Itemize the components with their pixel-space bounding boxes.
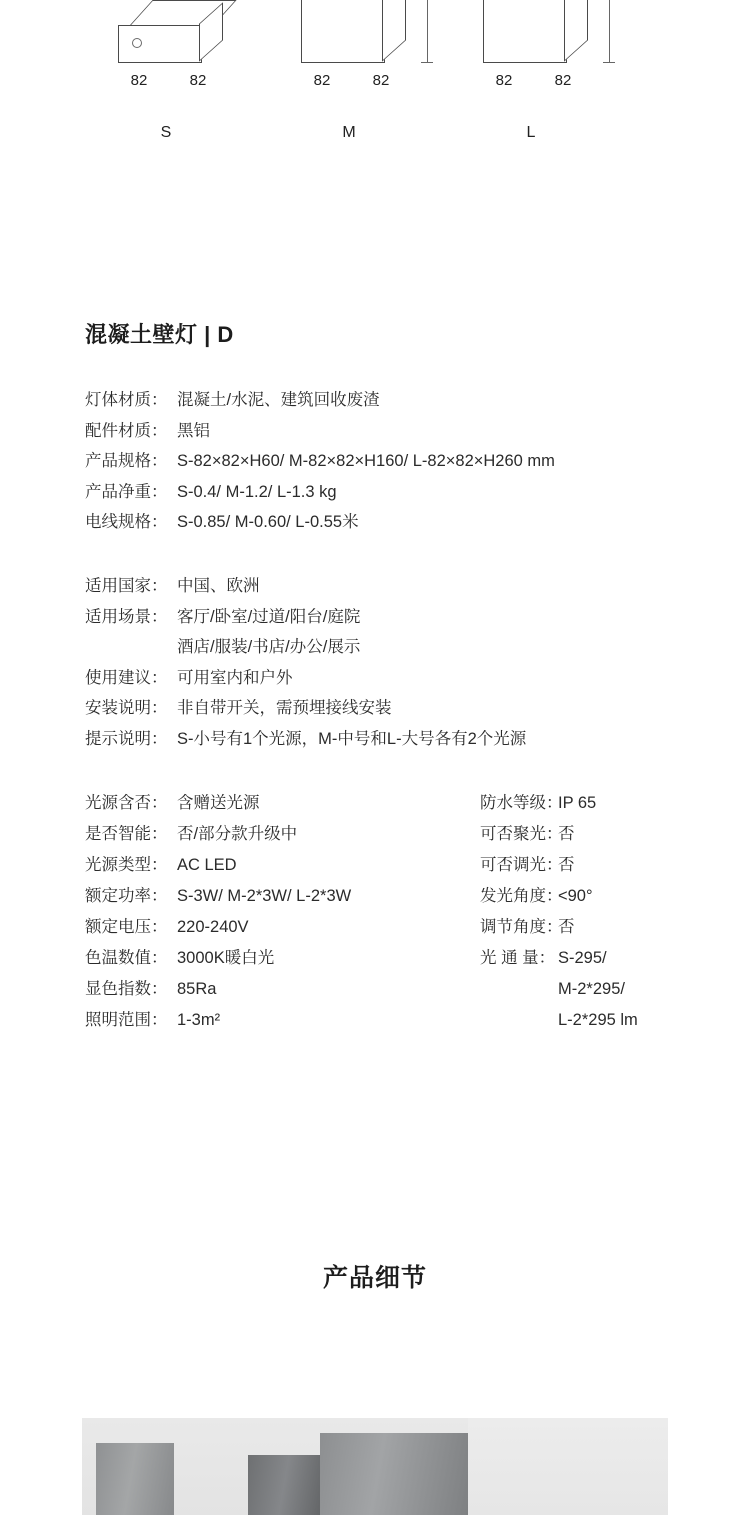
height-guide-l [609, 0, 610, 62]
spec-row [480, 943, 638, 974]
spec-row [85, 912, 351, 943]
spec-row [85, 788, 351, 819]
height-guide-m [427, 0, 428, 62]
spec-key: 是否智能： [85, 825, 168, 843]
spec-value: S-0.85/ M-0.60/ L-0.55米 [177, 513, 359, 531]
spec-value: S-小号有1个光源，M-中号和L-大号各有2个光源 [177, 729, 527, 748]
product-detail-photo [82, 1418, 668, 1515]
spec-key: 光源含否： [85, 794, 168, 812]
spec-key: 额定功率： [85, 887, 168, 905]
spec-row [85, 602, 526, 633]
spec-value: 中国、欧洲 [177, 577, 260, 595]
spec-value: 含赠送光源 [177, 794, 260, 812]
box-front-face-l [483, 0, 567, 63]
spec-list-optical [480, 788, 638, 1036]
dimension-diagram [0, 0, 750, 160]
spec-row [480, 788, 638, 819]
spec-value: IP 65 [558, 794, 597, 812]
spec-value: S-0.4/ M-1.2/ L-1.3 kg [177, 482, 337, 501]
photo-lamp-small [96, 1443, 174, 1515]
spec-key: 产品净重： [85, 482, 168, 501]
spec-value: 可用室内和户外 [177, 668, 293, 687]
spec-value-continued: 酒店/服装/书店/办公/展示 [177, 638, 361, 656]
spec-value: 3000K暖白光 [177, 949, 275, 967]
lamp-knob-icon-s [132, 38, 142, 48]
box-side-face-l [564, 0, 588, 62]
spec-key: 照明范围： [85, 1011, 168, 1029]
spec-value: 否 [558, 856, 575, 874]
width-left-label-l: 82 [495, 72, 513, 89]
spec-row [85, 881, 351, 912]
spec-value: S-295/ [558, 949, 607, 967]
spec-value-continued: L-2*295 lm [558, 1011, 638, 1029]
spec-key: 提示说明： [85, 729, 168, 748]
spec-row [85, 507, 555, 538]
width-right-label-m: 82 [372, 72, 390, 89]
spec-row [85, 943, 351, 974]
spec-value-continued: M-2*295/ [558, 980, 625, 998]
height-tick-bottom-l [603, 62, 615, 63]
size-code-label-l: L [526, 124, 536, 141]
spec-value: 85Ra [177, 980, 217, 998]
spec-value: 否/部分款升级中 [177, 825, 298, 843]
spec-value: 黑铝 [177, 421, 210, 440]
spec-key: 适用场景： [85, 607, 168, 626]
spec-row [85, 416, 555, 447]
spec-row [85, 663, 526, 694]
spec-key: 适用国家： [85, 577, 168, 595]
spec-row [85, 693, 526, 724]
spec-row [85, 850, 351, 881]
size-code-label-m: M [342, 124, 356, 141]
spec-value: 非自带开关，需预埋接线安装 [177, 699, 392, 717]
spec-value: 混凝土/水泥、建筑回收废渣 [177, 391, 380, 409]
width-left-label-s: 82 [130, 72, 148, 89]
spec-list-usage [85, 571, 526, 754]
spec-key: 调节角度： [480, 918, 563, 936]
width-right-label-l: 82 [554, 72, 572, 89]
width-left-label-m: 82 [313, 72, 331, 89]
spec-value: S-82×82×H60/ M-82×82×H160/ L-82×82×H260 mm [177, 452, 555, 470]
size-code-label-s: S [160, 124, 172, 141]
photo-lamp-medium [248, 1455, 320, 1515]
spec-value: 否 [558, 825, 575, 843]
spec-value: S-3W/ M-2*3W/ L-2*3W [177, 887, 352, 905]
spec-row [480, 881, 638, 912]
spec-key: 光源类型： [85, 856, 168, 874]
page-title: 混凝土壁灯 | D [85, 322, 234, 347]
section-heading-details: 产品细节 [322, 1264, 427, 1292]
photo-lamp-large [320, 1433, 468, 1515]
photo-background [468, 1418, 668, 1515]
spec-row [85, 571, 526, 602]
spec-row [85, 446, 555, 477]
spec-key: 电线规格： [85, 513, 168, 531]
spec-key: 显色指数： [85, 980, 168, 998]
spec-key: 产品规格： [85, 452, 168, 470]
box-front-face-s [118, 25, 202, 63]
spec-value: 220-240V [177, 918, 249, 936]
spec-value: 1-3m² [177, 1011, 221, 1029]
spec-key: 可否调光： [480, 856, 563, 874]
width-right-label-s: 82 [189, 72, 207, 89]
spec-row [85, 385, 555, 416]
spec-row [480, 912, 638, 943]
box-side-face-m [382, 0, 406, 62]
spec-row [480, 819, 638, 850]
spec-list-material [85, 385, 555, 538]
spec-row [85, 974, 351, 1005]
spec-list-electrical [85, 788, 351, 1036]
spec-key: 使用建议： [85, 668, 168, 687]
spec-row [85, 819, 351, 850]
spec-key: 色温数值： [85, 949, 168, 967]
spec-key: 可否聚光： [480, 825, 563, 843]
spec-row [85, 724, 526, 755]
spec-row [480, 850, 638, 881]
spec-key: 安装说明： [85, 699, 168, 717]
spec-key: 光 通 量： [480, 949, 556, 967]
spec-value: 否 [558, 918, 575, 936]
spec-row [85, 1005, 351, 1036]
box-front-face-m [301, 0, 385, 63]
spec-key: 灯体材质： [85, 391, 168, 409]
spec-key: 发光角度： [480, 887, 563, 905]
spec-value: 客厅/卧室/过道/阳台/庭院 [177, 607, 361, 626]
spec-key: 防水等级： [480, 794, 563, 812]
spec-value: AC LED [177, 856, 237, 874]
height-tick-bottom-m [421, 62, 433, 63]
spec-row [85, 477, 555, 508]
spec-key: 额定电压： [85, 918, 168, 936]
spec-key: 配件材质： [85, 421, 168, 440]
spec-value: <90° [558, 887, 593, 905]
